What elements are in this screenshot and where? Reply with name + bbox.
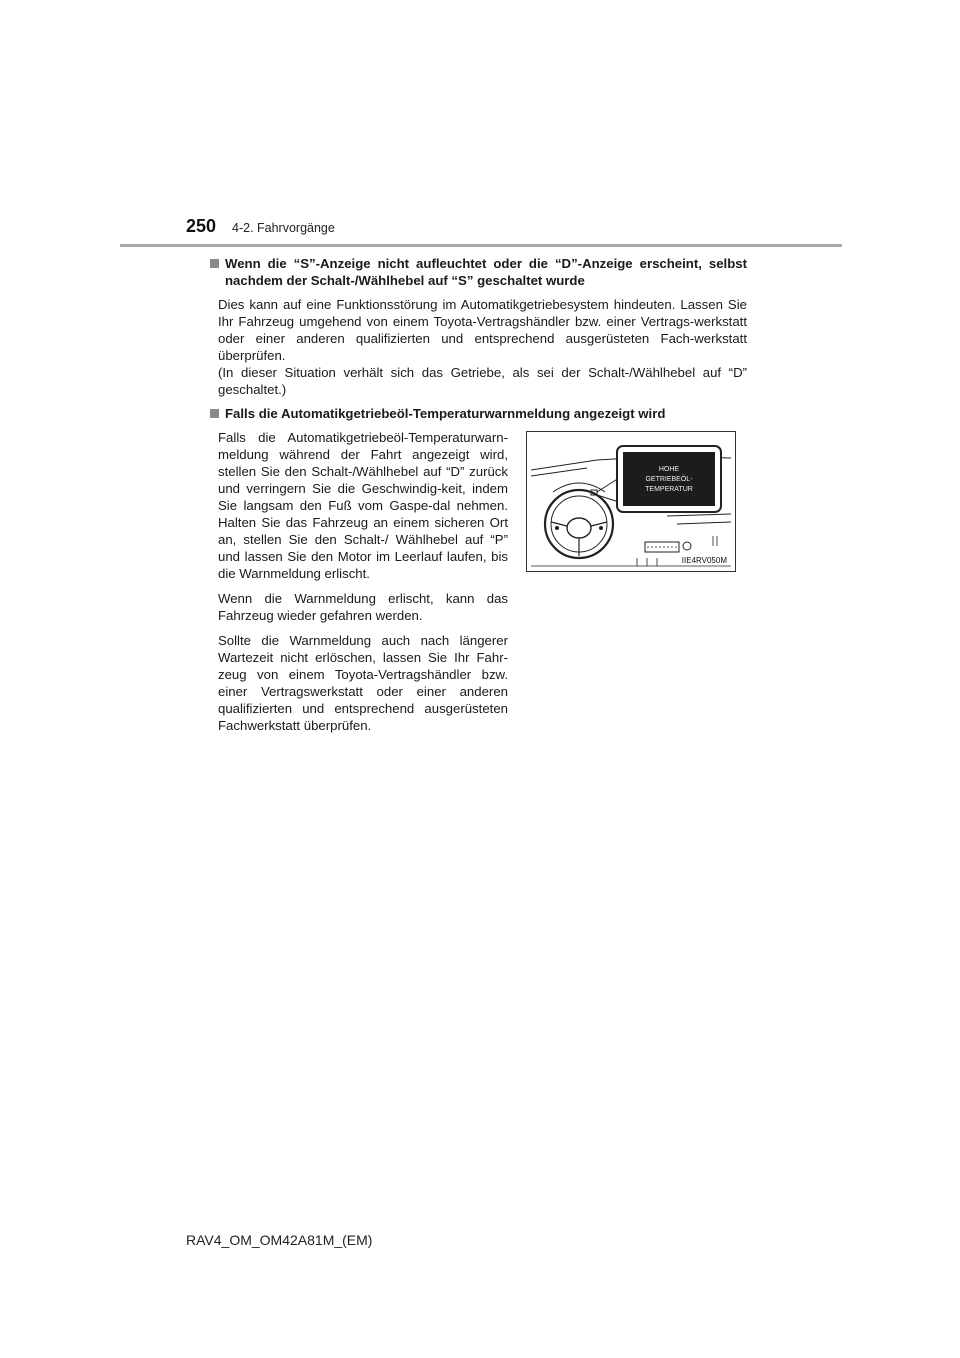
- page-number: 250: [186, 216, 217, 236]
- section2-paragraph: Falls die Automatikgetriebeöl-Temperaturwarn-meldung während der Fahrt angezeigt wird, stellen Sie den Schalt-/Wählhebel auf “D” zurück und verringern Sie die Geschwindig-keit, indem Sie langsam den Fuß vom Gaspe-dal nehmen. Halten Sie das Fahrzeug an einem sicheren Ort an, stellen Sie den Schalt-/ Wählhebel auf “P” und lassen Sie den Motor im Leerlauf laufen, bis die Warnmeldung erlischt.: [218, 430, 508, 581]
- section2-text-column: [218, 429, 508, 734]
- section2-body: [218, 429, 747, 734]
- page-content: [206, 255, 747, 742]
- section1-body-text: Dies kann auf eine Funktionsstörung im Automatikgetriebesystem hindeuten. Lassen Sie Ihr Fahrzeug umgehend von einem Toyota-Vertragshändler bzw. einer Vertrags-werkstatt oder einer anderen qualifizierten und entsprechend ausgerüsteten Fach-werkstatt überprüfen.: [218, 297, 747, 363]
- display-line3: TEMPERATUR: [645, 486, 693, 493]
- footer-doc-code: RAV4_OM_OM42A81M_(EM): [186, 1232, 373, 1248]
- display-line1: HOHE: [658, 466, 680, 473]
- display-line2: GETRIEBEÖL-: [645, 476, 693, 483]
- section1-heading-text: Wenn die “S”-Anzeige nicht aufleuchtet oder die “D”-Anzeige erscheint, selbst nachdem der Schalt-/Wählhebel auf “S” geschaltet wurde: [225, 256, 747, 288]
- section2-heading-text: Falls die Automatikgetriebeöl-Temperaturwarnmeldung angezeigt wird: [225, 406, 666, 421]
- dashboard-drawing: [527, 432, 735, 571]
- section2-paragraph: Wenn die Warnmeldung erlischt, kann das Fahrzeug wieder gefahren werden.: [218, 591, 508, 623]
- section1-body: [218, 296, 747, 398]
- section1-note: (In dieser Situation verhält sich das Getriebe, als sei der Schalt-/Wählhebel auf “D” geschaltet.): [218, 365, 747, 397]
- bullet-square-icon: [210, 259, 219, 268]
- header-rule: [120, 244, 842, 247]
- figure-code: IIE4RV050M: [681, 556, 727, 565]
- bullet-square-icon: [210, 409, 219, 418]
- section-label: 4-2. Fahrvorgänge: [232, 221, 335, 235]
- dashboard-illustration: [526, 431, 736, 572]
- section2-paragraph: Sollte die Warnmeldung auch nach längerer Wartezeit nicht erlöschen, lassen Sie Ihr Fahr-zeug von einem Toyota-Vertragshändler bzw. einer Vertragswerkstatt oder einer anderen qualifizierten und entsprechend ausgerüsteten Fachwerkstatt überprüfen.: [218, 633, 508, 733]
- section1-heading: [206, 255, 747, 289]
- section2-heading: [206, 405, 747, 422]
